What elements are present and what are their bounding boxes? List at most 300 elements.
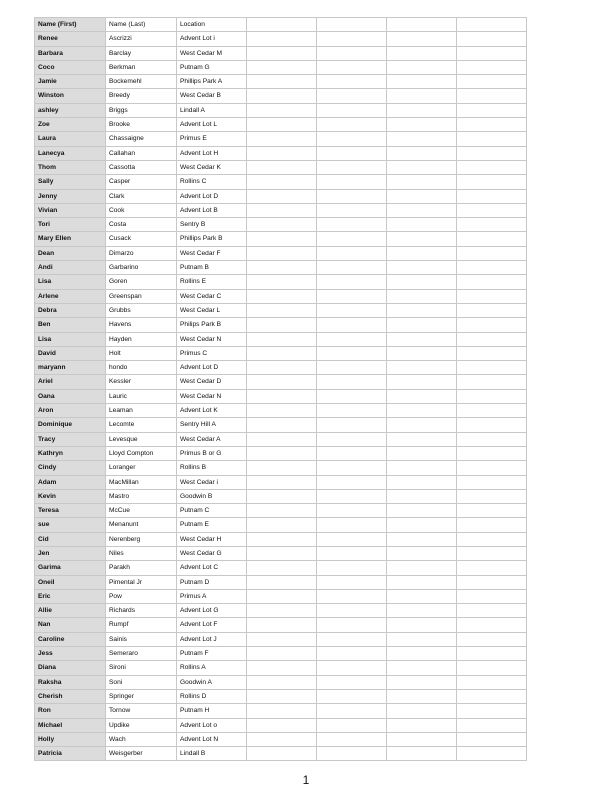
cell-first-name: Barbara — [35, 46, 106, 60]
cell-first-name: Renee — [35, 32, 106, 46]
empty-cell — [387, 103, 457, 117]
cell-last-name: Cusack — [106, 232, 177, 246]
cell-first-name: Allie — [35, 604, 106, 618]
cell-location: Phillips Park A — [177, 75, 247, 89]
cell-location: Rollins E — [177, 275, 247, 289]
empty-cell — [387, 647, 457, 661]
empty-cell — [247, 361, 317, 375]
empty-cell — [247, 375, 317, 389]
empty-cell — [247, 246, 317, 260]
empty-cell — [247, 32, 317, 46]
cell-last-name: Havens — [106, 318, 177, 332]
cell-location: Advent Lot i — [177, 32, 247, 46]
cell-location: Putnam H — [177, 704, 247, 718]
empty-cell — [457, 261, 527, 275]
cell-last-name: Barclay — [106, 46, 177, 60]
empty-cell — [457, 589, 527, 603]
cell-first-name: Cindy — [35, 461, 106, 475]
empty-cell — [387, 246, 457, 260]
empty-cell — [457, 318, 527, 332]
empty-cell — [387, 232, 457, 246]
empty-cell — [247, 46, 317, 60]
empty-cell — [247, 532, 317, 546]
cell-last-name: Updike — [106, 718, 177, 732]
empty-cell — [317, 289, 387, 303]
cell-first-name: Holly — [35, 732, 106, 746]
cell-last-name: Pow — [106, 589, 177, 603]
empty-cell — [317, 275, 387, 289]
cell-location: Phillips Park B — [177, 232, 247, 246]
empty-cell — [457, 361, 527, 375]
empty-cell — [247, 261, 317, 275]
cell-first-name: maryann — [35, 361, 106, 375]
table-row — [35, 118, 527, 132]
empty-cell — [247, 189, 317, 203]
cell-location: Putnam D — [177, 575, 247, 589]
empty-cell — [247, 661, 317, 675]
cell-first-name: Coco — [35, 60, 106, 74]
empty-cell — [387, 346, 457, 360]
empty-cell — [387, 175, 457, 189]
cell-location: Advent Lot N — [177, 732, 247, 746]
cell-last-name: Cook — [106, 203, 177, 217]
cell-first-name: Jamie — [35, 75, 106, 89]
table-row — [35, 518, 527, 532]
empty-cell — [387, 332, 457, 346]
cell-last-name: Springer — [106, 689, 177, 703]
empty-cell — [247, 561, 317, 575]
empty-cell — [457, 32, 527, 46]
cell-first-name: Ariel — [35, 375, 106, 389]
cell-first-name: Ron — [35, 704, 106, 718]
empty-cell — [387, 261, 457, 275]
cell-last-name: hondo — [106, 361, 177, 375]
empty-cell — [387, 89, 457, 103]
table-row — [35, 747, 527, 761]
table-row — [35, 375, 527, 389]
empty-cell — [317, 175, 387, 189]
cell-location: Advent Lot C — [177, 561, 247, 575]
empty-cell — [247, 332, 317, 346]
empty-cell — [457, 160, 527, 174]
empty-cell — [457, 346, 527, 360]
cell-location: Putnam C — [177, 504, 247, 518]
empty-cell — [457, 675, 527, 689]
cell-last-name: Weisgerber — [106, 747, 177, 761]
cell-location: Rollins B — [177, 461, 247, 475]
empty-cell — [317, 146, 387, 160]
cell-last-name: McCue — [106, 504, 177, 518]
empty-cell — [457, 18, 527, 32]
cell-last-name: Lauric — [106, 389, 177, 403]
cell-location: West Cedar A — [177, 432, 247, 446]
table-row — [35, 332, 527, 346]
cell-first-name: Kevin — [35, 489, 106, 503]
table-row — [35, 103, 527, 117]
empty-cell — [457, 303, 527, 317]
empty-cell — [317, 461, 387, 475]
cell-location: Rollins D — [177, 689, 247, 703]
cell-first-name: Lisa — [35, 275, 106, 289]
cell-location: West Cedar K — [177, 160, 247, 174]
empty-cell — [387, 632, 457, 646]
empty-cell — [457, 546, 527, 560]
cell-first-name: Laura — [35, 132, 106, 146]
cell-first-name: Oana — [35, 389, 106, 403]
empty-cell — [387, 160, 457, 174]
cell-first-name: Debra — [35, 303, 106, 317]
table-row — [35, 532, 527, 546]
empty-cell — [457, 461, 527, 475]
table-row — [35, 189, 527, 203]
table-row — [35, 475, 527, 489]
empty-cell — [247, 318, 317, 332]
empty-cell — [247, 60, 317, 74]
empty-cell — [317, 418, 387, 432]
table-row — [35, 575, 527, 589]
cell-location: Goodwin A — [177, 675, 247, 689]
empty-cell — [247, 160, 317, 174]
empty-cell — [247, 432, 317, 446]
cell-location: Primus E — [177, 132, 247, 146]
empty-cell — [317, 689, 387, 703]
cell-last-name: Grubbs — [106, 303, 177, 317]
empty-cell — [457, 604, 527, 618]
empty-cell — [457, 246, 527, 260]
empty-cell — [387, 689, 457, 703]
cell-first-name: Tori — [35, 218, 106, 232]
cell-first-name: Thom — [35, 160, 106, 174]
empty-cell — [387, 289, 457, 303]
cell-last-name: Garbarino — [106, 261, 177, 275]
cell-location: Lindall A — [177, 103, 247, 117]
empty-cell — [317, 332, 387, 346]
empty-cell — [247, 303, 317, 317]
cell-first-name: Sally — [35, 175, 106, 189]
cell-location: Advent Lot D — [177, 189, 247, 203]
table-row — [35, 146, 527, 160]
cell-last-name: Loranger — [106, 461, 177, 475]
cell-location: West Cedar N — [177, 389, 247, 403]
cell-last-name: Casper — [106, 175, 177, 189]
table-row — [35, 289, 527, 303]
cell-last-name: Kessler — [106, 375, 177, 389]
empty-cell — [457, 404, 527, 418]
empty-cell — [317, 589, 387, 603]
empty-cell — [247, 604, 317, 618]
cell-first-name: David — [35, 346, 106, 360]
cell-first-name: Jenny — [35, 189, 106, 203]
empty-cell — [387, 561, 457, 575]
empty-cell — [317, 661, 387, 675]
empty-cell — [247, 175, 317, 189]
empty-cell — [387, 118, 457, 132]
empty-cell — [247, 146, 317, 160]
empty-cell — [387, 303, 457, 317]
empty-cell — [457, 718, 527, 732]
empty-cell — [317, 489, 387, 503]
empty-cell — [317, 432, 387, 446]
table-row — [35, 389, 527, 403]
cell-first-name: Zoe — [35, 118, 106, 132]
cell-last-name: Costa — [106, 218, 177, 232]
empty-cell — [387, 461, 457, 475]
empty-cell — [247, 118, 317, 132]
cell-first-name: Lisa — [35, 332, 106, 346]
cell-location: Putnam F — [177, 647, 247, 661]
cell-location: Putnam B — [177, 261, 247, 275]
empty-cell — [387, 718, 457, 732]
cell-first-name: Michael — [35, 718, 106, 732]
cell-last-name: Sainis — [106, 632, 177, 646]
empty-cell — [457, 732, 527, 746]
empty-cell — [247, 18, 317, 32]
cell-location: Advent Lot B — [177, 203, 247, 217]
table-row — [35, 418, 527, 432]
empty-cell — [317, 218, 387, 232]
cell-last-name: Chassaigne — [106, 132, 177, 146]
empty-cell — [317, 318, 387, 332]
empty-cell — [387, 704, 457, 718]
empty-cell — [387, 604, 457, 618]
header-last-name: Name (Last) — [106, 18, 177, 32]
cell-last-name: Parakh — [106, 561, 177, 575]
table-row — [35, 46, 527, 60]
empty-cell — [387, 546, 457, 560]
table-row — [35, 618, 527, 632]
empty-cell — [317, 704, 387, 718]
empty-cell — [317, 518, 387, 532]
cell-first-name: Caroline — [35, 632, 106, 646]
cell-last-name: Briggs — [106, 103, 177, 117]
empty-cell — [317, 118, 387, 132]
cell-last-name: Ascrizzi — [106, 32, 177, 46]
empty-cell — [317, 32, 387, 46]
table-row — [35, 160, 527, 174]
empty-cell — [387, 404, 457, 418]
cell-first-name: Aron — [35, 404, 106, 418]
empty-cell — [457, 632, 527, 646]
cell-last-name: Niles — [106, 546, 177, 560]
cell-last-name: Dimarzo — [106, 246, 177, 260]
cell-last-name: Wach — [106, 732, 177, 746]
cell-first-name: Ben — [35, 318, 106, 332]
empty-cell — [457, 75, 527, 89]
empty-cell — [317, 303, 387, 317]
empty-cell — [387, 446, 457, 460]
table-row — [35, 175, 527, 189]
empty-cell — [387, 489, 457, 503]
empty-cell — [387, 418, 457, 432]
table-row — [35, 704, 527, 718]
empty-cell — [317, 732, 387, 746]
empty-cell — [457, 532, 527, 546]
empty-cell — [457, 375, 527, 389]
cell-location: West Cedar F — [177, 246, 247, 260]
table-row — [35, 32, 527, 46]
cell-first-name: Cherish — [35, 689, 106, 703]
roster-table — [34, 17, 527, 761]
empty-cell — [317, 189, 387, 203]
cell-location: Rollins C — [177, 175, 247, 189]
cell-last-name: Rumpf — [106, 618, 177, 632]
empty-cell — [247, 718, 317, 732]
empty-cell — [317, 246, 387, 260]
cell-location: Putnam G — [177, 60, 247, 74]
cell-last-name: Lecomte — [106, 418, 177, 432]
cell-location: West Cedar i — [177, 475, 247, 489]
cell-first-name: Mary Ellen — [35, 232, 106, 246]
cell-location: West Cedar D — [177, 375, 247, 389]
cell-first-name: Andi — [35, 261, 106, 275]
empty-cell — [387, 75, 457, 89]
empty-cell — [317, 718, 387, 732]
empty-cell — [387, 532, 457, 546]
empty-cell — [247, 618, 317, 632]
cell-location: Advent Lot F — [177, 618, 247, 632]
table-row — [35, 546, 527, 560]
table-row — [35, 489, 527, 503]
empty-cell — [457, 618, 527, 632]
empty-cell — [317, 89, 387, 103]
empty-cell — [387, 432, 457, 446]
table-row — [35, 461, 527, 475]
empty-cell — [387, 747, 457, 761]
cell-location: Goodwin B — [177, 489, 247, 503]
cell-first-name: Jess — [35, 647, 106, 661]
empty-cell — [317, 575, 387, 589]
empty-cell — [457, 60, 527, 74]
cell-first-name: Vivian — [35, 203, 106, 217]
table-row — [35, 604, 527, 618]
empty-cell — [457, 103, 527, 117]
cell-location: West Cedar H — [177, 532, 247, 546]
empty-cell — [457, 518, 527, 532]
empty-cell — [247, 647, 317, 661]
cell-location: Advent Lot K — [177, 404, 247, 418]
cell-last-name: Callahan — [106, 146, 177, 160]
cell-first-name: Nan — [35, 618, 106, 632]
empty-cell — [457, 704, 527, 718]
empty-cell — [247, 75, 317, 89]
empty-cell — [457, 46, 527, 60]
cell-last-name: Greenspan — [106, 289, 177, 303]
table-row — [35, 218, 527, 232]
table-row — [35, 75, 527, 89]
empty-cell — [387, 189, 457, 203]
empty-cell — [247, 289, 317, 303]
empty-cell — [457, 647, 527, 661]
table-row — [35, 632, 527, 646]
empty-cell — [387, 218, 457, 232]
empty-cell — [317, 75, 387, 89]
header-location: Location — [177, 18, 247, 32]
empty-cell — [457, 561, 527, 575]
cell-location: Sentry B — [177, 218, 247, 232]
empty-cell — [317, 675, 387, 689]
empty-cell — [457, 747, 527, 761]
cell-location: Advent Lot D — [177, 361, 247, 375]
empty-cell — [387, 589, 457, 603]
empty-cell — [317, 261, 387, 275]
cell-location: West Cedar M — [177, 46, 247, 60]
cell-last-name: Tornow — [106, 704, 177, 718]
empty-cell — [317, 232, 387, 246]
cell-first-name: Teresa — [35, 504, 106, 518]
cell-last-name: Berkman — [106, 60, 177, 74]
empty-cell — [387, 132, 457, 146]
cell-last-name: Cassotta — [106, 160, 177, 174]
cell-first-name: Patricia — [35, 747, 106, 761]
cell-location: Rollins A — [177, 661, 247, 675]
cell-last-name: Richards — [106, 604, 177, 618]
empty-cell — [387, 375, 457, 389]
empty-cell — [247, 461, 317, 475]
empty-cell — [457, 504, 527, 518]
empty-cell — [387, 389, 457, 403]
cell-location: West Cedar C — [177, 289, 247, 303]
cell-first-name: Arlene — [35, 289, 106, 303]
table-row — [35, 275, 527, 289]
cell-location: West Cedar G — [177, 546, 247, 560]
empty-cell — [247, 218, 317, 232]
empty-cell — [387, 618, 457, 632]
empty-cell — [317, 389, 387, 403]
empty-cell — [247, 518, 317, 532]
cell-last-name: Pimental Jr — [106, 575, 177, 589]
empty-cell — [247, 346, 317, 360]
empty-cell — [247, 689, 317, 703]
empty-cell — [247, 232, 317, 246]
empty-cell — [317, 475, 387, 489]
cell-location: Philips Park B — [177, 318, 247, 332]
header-first-name: Name (First) — [35, 18, 106, 32]
cell-last-name: Holt — [106, 346, 177, 360]
cell-last-name: MacMillan — [106, 475, 177, 489]
empty-cell — [457, 389, 527, 403]
cell-location: Sentry Hill A — [177, 418, 247, 432]
empty-cell — [247, 446, 317, 460]
empty-cell — [457, 132, 527, 146]
cell-location: Lindall B — [177, 747, 247, 761]
cell-first-name: Raksha — [35, 675, 106, 689]
empty-cell — [317, 504, 387, 518]
cell-last-name: Clark — [106, 189, 177, 203]
cell-location: Primus B or G — [177, 446, 247, 460]
empty-cell — [317, 632, 387, 646]
empty-cell — [247, 504, 317, 518]
empty-cell — [317, 647, 387, 661]
table-row — [35, 561, 527, 575]
cell-location: Primus A — [177, 589, 247, 603]
cell-last-name: Bockemehl — [106, 75, 177, 89]
empty-cell — [457, 446, 527, 460]
empty-cell — [457, 432, 527, 446]
empty-cell — [247, 732, 317, 746]
cell-location: West Cedar B — [177, 89, 247, 103]
empty-cell — [247, 389, 317, 403]
table-row — [35, 318, 527, 332]
table-row — [35, 404, 527, 418]
table-row — [35, 60, 527, 74]
empty-cell — [387, 275, 457, 289]
empty-cell — [317, 103, 387, 117]
cell-location: Primus C — [177, 346, 247, 360]
empty-cell — [457, 332, 527, 346]
table-row — [35, 732, 527, 746]
empty-cell — [457, 146, 527, 160]
cell-first-name: Cid — [35, 532, 106, 546]
